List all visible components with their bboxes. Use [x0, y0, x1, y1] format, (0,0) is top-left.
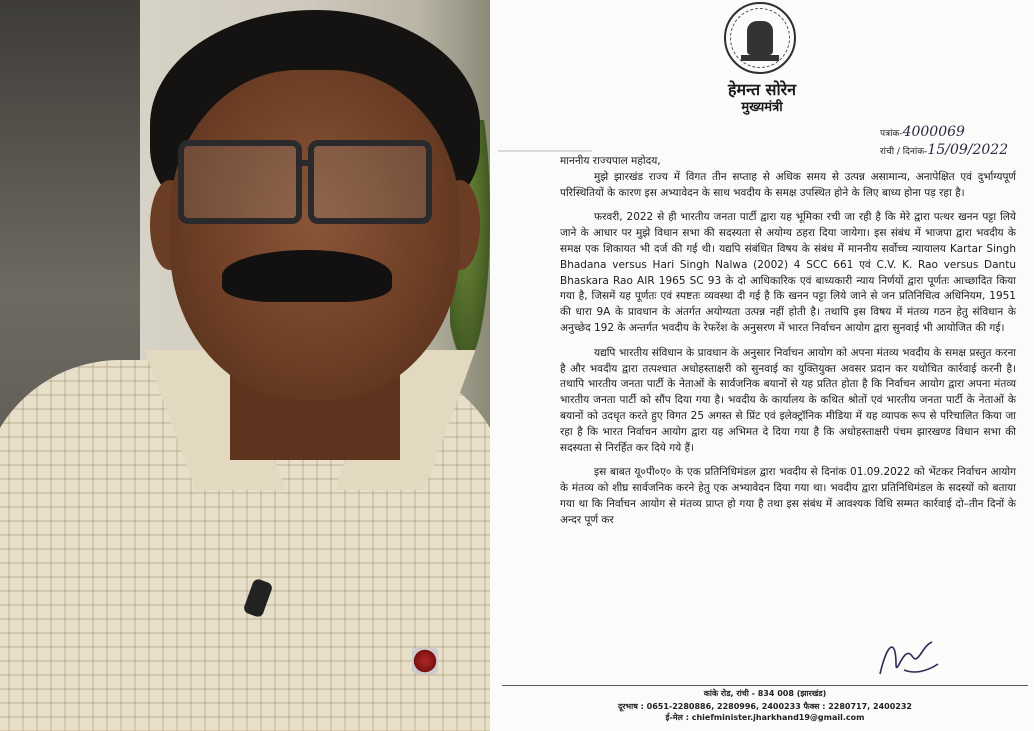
salutation: माननीय राज्यपाल महोदय,	[560, 155, 661, 167]
handwritten-signature	[874, 634, 944, 682]
sender-designation: मुख्यमंत्री	[741, 100, 783, 115]
lion-capital-icon	[747, 21, 773, 55]
glasses-bridge	[296, 160, 312, 166]
face	[170, 70, 460, 400]
date-label: रांची / दिनांक-	[880, 147, 928, 157]
paragraph-4: इस बाबत यू०पी०ए० के एक प्रतिनिधिमंडल द्वारा भवदीय से दिनांक 01.09.2022 को भेंटकर निर्वाचन आयोग के मंतव्य को शीघ्र सार्वजनिक करने हेतु एक अभ्यावेदन दिया गया था। भवदीय द्वारा प्रतिनिधिमंडल के सदस्यों को बताया गया था कि निर्वाचन आयोग से मंतव्य प्राप्त हो गया है तथा इस संबंध में आवश्यक विधि सम्मत कार्रवाई दो–तीन दिनों के अन्दर पूर्ण कर	[560, 466, 1016, 526]
mustache	[222, 250, 392, 302]
footer-divider	[502, 685, 1028, 686]
date-value: 15/09/2022	[927, 142, 1009, 158]
header-divider	[498, 150, 592, 152]
lapel-badge-icon	[412, 648, 438, 674]
footer-address: कांके रोड, रांची - 834 008 (झारखंड)	[703, 689, 827, 698]
glasses-right-lens	[308, 140, 432, 224]
footer-email: ई-मेल : chiefminister.jharkhand19@gmail.com	[665, 713, 865, 722]
glasses-left-lens	[178, 140, 302, 224]
paragraph-3: यद्यपि भारतीय संविधान के प्रावधान के अनुसार निर्वाचन आयोग को अपना मंतव्य भवदीय के समक्ष प्रस्तुत करना है और भवदीय द्वारा तत्पश्चात अधोहस्ताक्षरी को सुनवाई का युक्तियुक्त अवसर प्रदान कर यथोचित कार्रवाई करनी है। तथापि भारतीय जनता पार्टी के नेताओं के सार्वजनिक बयानों से यह प्रतित होता है कि निर्वाचन आयोग द्वारा अपना मंतव्य भारतीय जनता पार्टी को सौंप दिया गया है। भवदीय के कार्यालय के कथित श्रोतों एवं भारतीय जनता पार्टी के नेताओं के बयानों को उदधृत करते हुए विगत 25 अगस्त से प्रिंट एवं इलेक्ट्रॉनिक मीडिया में यह व्यापक रूप से परिचालित किया जा रहा है कि भारत निर्वाचन आयोग द्वारा यह अभिमत दे दिया गया है कि अधोहस्ताक्षरी पंचम झारखण्ड विधान सभा की सदस्यता से निरर्हित कर दिये गये हैं।	[560, 346, 1016, 454]
paragraph-1: मुझे झारखंड राज्य में विगत तीन सप्ताह से अधिक समय से उत्पन्न असामान्य, अनापेक्षित एवं दुर्भाग्यपूर्ण परिस्थितियों के कारण इस अभ्यावेदन के साथ भवदीय के समक्ष उपस्थित होने के लिए बाध्य होना पड़ रहा है।	[560, 170, 1016, 199]
ref-label: पत्रांक-	[880, 129, 903, 139]
sender-name: हेमन्त सोरेन	[727, 80, 797, 99]
official-letter	[490, 0, 1034, 731]
paragraph-2: फरवरी, 2022 से ही भारतीय जनता पार्टी द्वारा यह भूमिका रची जा रही है कि मेरे द्वारा पत्थर खनन पट्टा लिये जाने के आधार पर मुझे विधान सभा की सदस्यता से अयोग्य ठहरा दिया जायेगा। इस संबंध में भाजपा द्वारा भवदीय के समक्ष एक शिकायत भी दर्ज की गई थी। यद्यपि संबंधित विषय के संबंध में माननीय सर्वोच्च न्यायालय Kartar Singh Bhadana versus Hari Singh Nalwa (2002) 4 SCC 661 एवं C.V. K. Rao versus Dantu Bhaskara Rao AIR 1965 SC 93 के दो आधिकारिक एवं बाध्यकारी न्याय निर्णयों द्वारा पूर्णतः आच्छादित किया गया है, जिसमें यह पूर्णतः एवं स्पष्टतः व्यवस्था दी गई है कि खनन पट्टा लिये जाने से जन प्रतिनिधित्व अधिनियम, 1951 की धारा 9A के प्रावधान के अंतर्गत अयोग्यता उत्पन्न नहीं होती है। तथापि इस विषय में मंतव्य गठन हेतु संविधान के अनुच्छेद 192 के अन्तर्गत भवदीय के रेफरेंश के अनुसरण में भारत निर्वाचन आयोग द्वारा सुनवाई भी आयोजित की गई।	[560, 211, 1016, 334]
ref-number: 4000069	[902, 124, 965, 140]
footer-phone: दूरभाष : 0651-2280886, 2280996, 2400233 फैक्स : 2280717, 2400232	[618, 702, 912, 711]
portrait-photo	[0, 0, 490, 731]
letter-body	[560, 154, 1016, 529]
government-emblem-icon	[724, 2, 796, 74]
